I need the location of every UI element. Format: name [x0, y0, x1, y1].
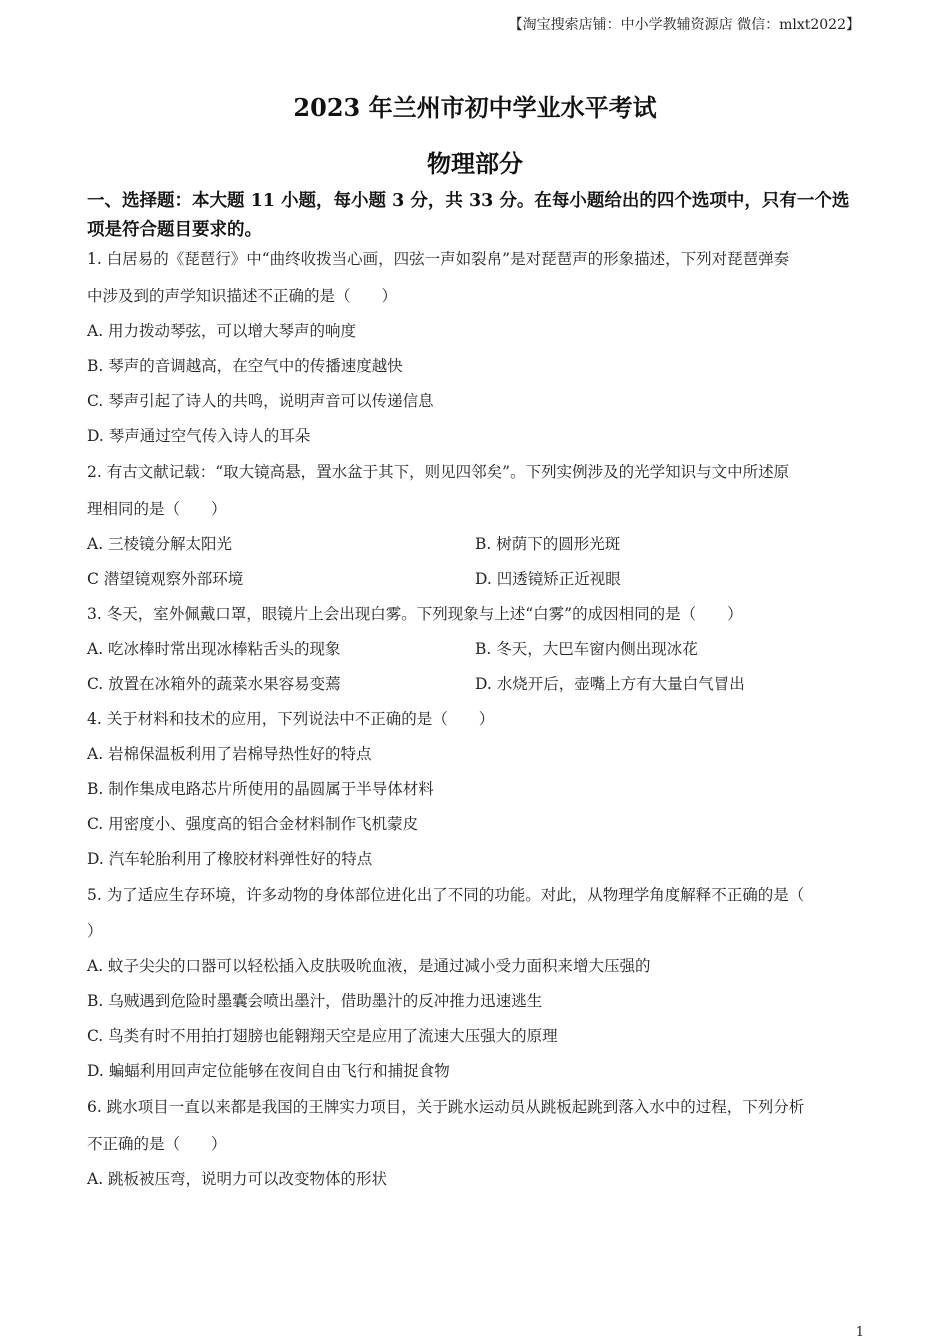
question-2-option-b: B. 树荫下的圆形光斑 [475, 535, 621, 553]
question-4-option-a: A. 岩棉保温板利用了岩棉导热性好的特点 [87, 745, 372, 763]
question-4-option-b: B. 制作集成电路芯片所使用的晶圆属于半导体材料 [87, 780, 434, 798]
question-5-stem: 5. 为了适应生存环境，许多动物的身体部位进化出了不同的功能。对此，从物理学角度解释不正确的是（ [87, 886, 805, 904]
exam-title: 2023 年兰州市初中学业水平考试 [293, 93, 657, 122]
question-1-option-b: B. 琴声的音调越高，在空气中的传播速度越快 [87, 357, 403, 375]
question-3-stem: 3. 冬天，室外佩戴口罩，眼镜片上会出现白雾。下列现象与上述“白雾”的成因相同的是（ ） [87, 605, 743, 623]
question-3-option-c: C. 放置在冰箱外的蔬菜水果容易变蔫 [87, 675, 341, 693]
question-2-stem: 2. 有古文献记载：“取大镜高悬，置水盆于其下，则见四邻矣”。下列实例涉及的光学知识与文中所述原 [87, 463, 790, 481]
question-6-option-a: A. 跳板被压弯，说明力可以改变物体的形状 [87, 1170, 388, 1188]
question-2-option-a: A. 三棱镜分解太阳光 [87, 535, 233, 553]
question-5-option-b: B. 乌贼遇到危险时墨囊会喷出墨汁，借助墨汁的反冲推力迅速逃生 [87, 992, 543, 1010]
question-1-stem-cont: 中涉及到的声学知识描述不正确的是（ ） [87, 287, 398, 305]
question-3-option-b: B. 冬天，大巴车窗内侧出现冰花 [475, 640, 698, 658]
question-4-option-c: C. 用密度小、强度高的铝合金材料制作飞机蒙皮 [87, 815, 419, 833]
question-3-option-a: A. 吃冰棒时常出现冰棒粘舌头的现象 [87, 640, 341, 658]
question-6-stem: 6. 跳水项目一直以来都是我国的王牌实力项目，关于跳水运动员从跳板起跳到落入水中的过程，下列分析 [87, 1098, 805, 1116]
question-1-option-c: C. 琴声引起了诗人的共鸣，说明声音可以传递信息 [87, 392, 434, 410]
question-5-stem-cont: ） [87, 922, 103, 940]
section-heading: 一、选择题：本大题 11 小题，每小题 3 分，共 33 分。在每小题给出的四个选项中，只有一个选项是符合题目要求的。 [87, 191, 850, 240]
question-3-option-d: D. 水烧开后，壶嘴上方有大量白气冒出 [475, 675, 745, 693]
question-5-option-d: D. 蝙蝠利用回声定位能够在夜间自由飞行和捕捉食物 [87, 1062, 450, 1080]
question-2-option-d: D. 凹透镜矫正近视眼 [475, 570, 621, 588]
question-1-stem: 1. 白居易的《琵琶行》中“曲终收拨当心画，四弦一声如裂帛”是对琵琶声的形象描述，下列对琵琶弹奏 [87, 250, 790, 268]
question-1-option-a: A. 用力拨动琴弦，可以增大琴声的响度 [87, 322, 357, 340]
question-4-option-d: D. 汽车轮胎利用了橡胶材料弹性好的特点 [87, 850, 373, 868]
question-5-option-c: C. 鸟类有时不用拍打翅膀也能翱翔天空是应用了流速大压强大的原理 [87, 1027, 558, 1045]
question-5-option-a: A. 蚊子尖尖的口器可以轻松插入皮肤吸吮血液，是通过减小受力面积来增大压强的 [87, 957, 651, 975]
question-2-stem-cont: 理相同的是（ ） [87, 500, 227, 518]
question-2-option-c: C 潜望镜观察外部环境 [87, 570, 244, 588]
page-number: 1 [855, 1325, 864, 1340]
question-6-stem-cont: 不正确的是（ ） [87, 1135, 227, 1153]
exam-subtitle: 物理部分 [427, 149, 523, 178]
question-1-option-d: D. 琴声通过空气传入诗人的耳朵 [87, 427, 311, 445]
header-note: 【淘宝搜索店铺：中小学教辅资源店 微信：mlxt2022】 [508, 17, 860, 33]
question-4-stem: 4. 关于材料和技术的应用，下列说法中不正确的是（ ） [87, 710, 495, 728]
